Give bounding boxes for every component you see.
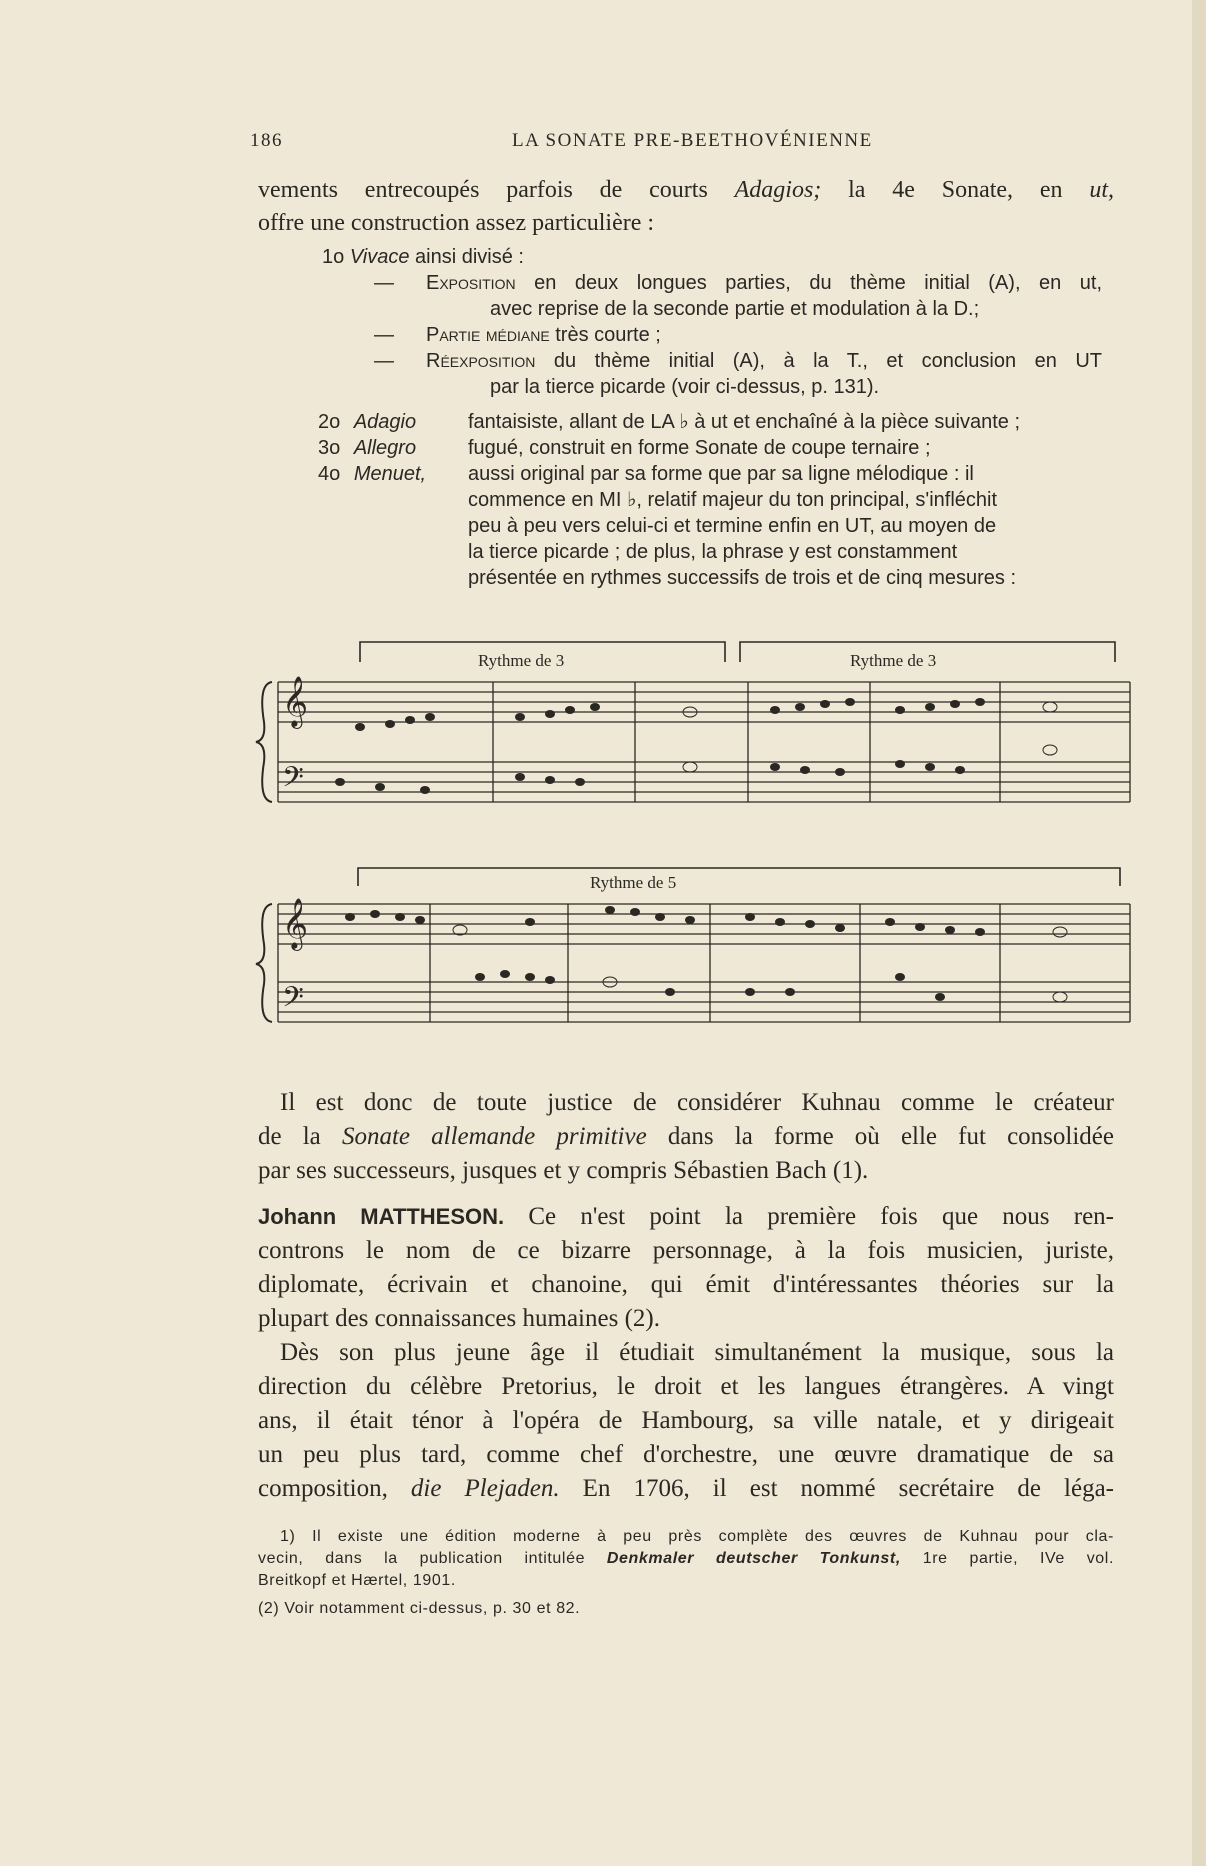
musical-example (250, 632, 1150, 1052)
bass-clef-1: 𝄢 (282, 761, 304, 801)
exposition-cont: avec reprise de la seconde partie et modulation à la D.; (490, 298, 980, 320)
menuet-line-4: la tierce picarde ; de plus, la phrase y est constamment (468, 541, 958, 563)
brace-2 (256, 904, 272, 1022)
rhythm-label-3: Rythme de 5 (590, 873, 677, 892)
menuet-line-3: peu à peu vers celui-ci et termine enfin en UT, au moyen de (468, 515, 997, 537)
movement-1: 1o Vivace ainsi divisé : (322, 246, 524, 268)
treble-clef-1: 𝄞 (282, 676, 309, 727)
paragraph-mattheson: Johann MATTHESON. Ce n'est point la première fois que nous ren- controns le nom de ce bizarre personnage, à la fois musicien, juriste, diplomate, écrivain et chanoine, qui émit d'intéressantes théories sur la plupart des connaissances humaines (2). (258, 1203, 1114, 1332)
section-heading-mattheson: Johann MATTHESON. (258, 1204, 505, 1229)
menuet-line-2: commence en MI ♭, relatif majeur du ton principal, s'infléchit (468, 489, 998, 511)
footnote-1: 1) Il existe une édition moderne à peu près complète des œuvres de Kuhnau pour cla- (280, 1528, 1114, 1545)
treble-clef-2: 𝄞 (282, 898, 309, 949)
movement-3: 3o Allegro fugué, construit en forme Sonate de coupe ternaire ; (318, 437, 931, 459)
movement-2: 2o Adagio fantaisiste, allant de LA ♭ à ut et enchaîné à la pièce suivante ; (318, 411, 1021, 433)
footnotes: 1) Il existe une édition moderne à peu près complète des œuvres de Kuhnau pour cla- vecin, dans la publication intitulée Denkmaler deutscher Tonkunst, 1re partie, IVe vol. Breitkopf et Hærtel, 1901. (2) Voir notamment ci-dessus, p. 30 et 82. (258, 1526, 1114, 1620)
staff-system-2 (278, 904, 1130, 1022)
reexposition-line: — Réexposition du thème initial (A), à la T., et conclusion en UT (374, 350, 1102, 372)
reexposition-cont: par la tierce picarde (voir ci-dessus, p. 131). (490, 376, 880, 398)
rhythm-label-1: Rythme de 3 (478, 651, 565, 670)
partie-mediane-line: — Partie médiane très courte ; (374, 324, 661, 346)
brace-1 (256, 682, 272, 802)
footnote-2: (2) Voir notamment ci-dessus, p. 30 et 82. (258, 1600, 581, 1617)
intro-line-2: offre une construction assez particulière : (258, 210, 655, 236)
page-header (250, 130, 1130, 160)
staff-system-1 (278, 682, 1130, 802)
intro-line-1: vements entrecoupés parfois de courts Adagios; la 4e Sonate, en ut, (258, 177, 1114, 203)
bass-clef-2: 𝄢 (282, 981, 304, 1021)
rhythm-bracket-3 (358, 868, 1120, 886)
movement-list (318, 244, 1118, 594)
paragraph-kuhnau: Il est donc de toute justice de considérer Kuhnau comme le créateur de la Sonate allemande primitive dans la forme où elle fut consolidée par ses successeurs, jusques et y compris Sébastien Bach (1). (258, 1089, 1114, 1184)
notes-system-2 (345, 906, 1067, 1002)
rhythm-label-2: Rythme de 3 (850, 651, 937, 670)
movement-4: 4o Menuet, aussi original par sa forme que par sa ligne mélodique : il (318, 463, 974, 485)
page-number: 186 (250, 130, 283, 151)
rhythm-brackets (358, 642, 1120, 886)
page-edge (1192, 0, 1206, 1866)
paragraph-biography: Dès son plus jeune âge il étudiait simultanément la musique, sous la direction du célèbre Pretorius, le droit et les langues étrangères. A vingt ans, il était ténor à l'opéra de Hambourg, sa ville natale, et y dirigeait un peu plus tard, comme chef d'orchestre, une œuvre dramatique de sa composition, die Plejaden. En 1706, il est nommé secrétaire de léga- (258, 1339, 1115, 1502)
menuet-line-5: présentée en rythmes successifs de trois et de cinq mesures : (468, 567, 1017, 589)
exposition-line: — Exposition en deux longues parties, du thème initial (A), en ut, (374, 272, 1102, 294)
running-title: LA SONATE PRE-BEETHOVÉNIENNE (512, 130, 873, 151)
